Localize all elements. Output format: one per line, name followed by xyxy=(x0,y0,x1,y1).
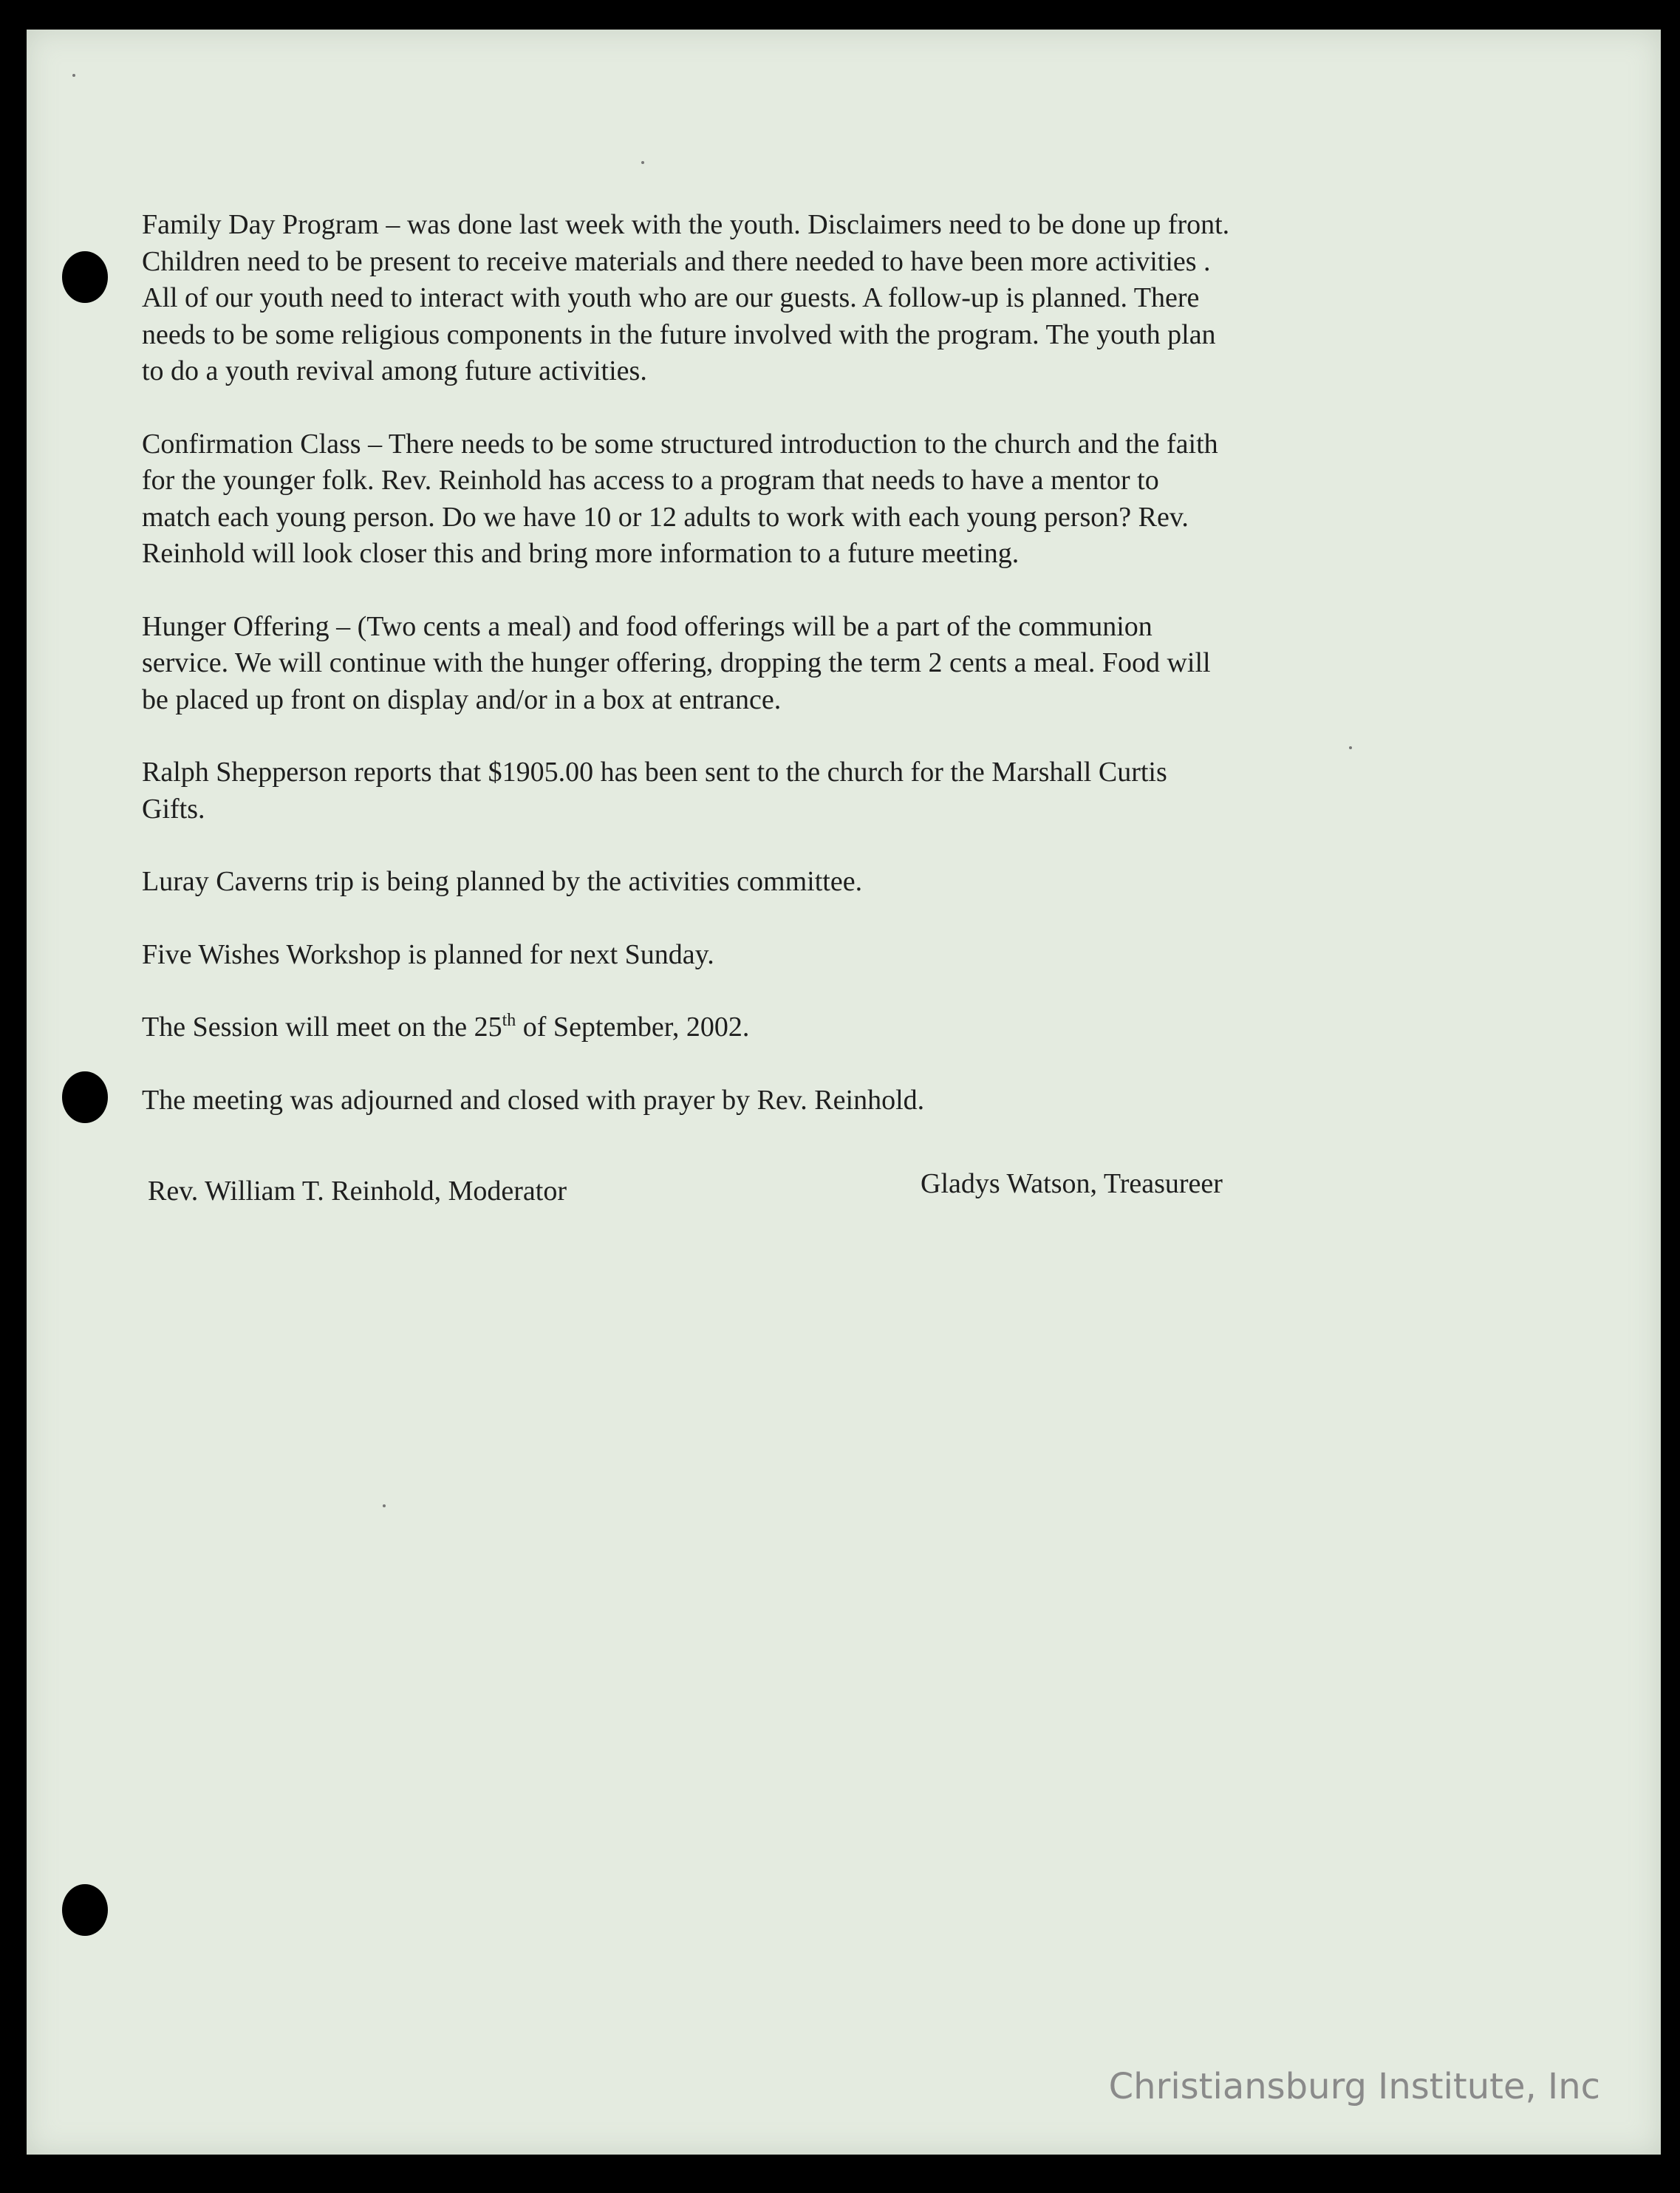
watermark-text: Christiansburg Institute, Inc xyxy=(1108,2066,1600,2107)
text-line: be placed up front on display and/or in a box at entrance. xyxy=(142,683,782,715)
punch-hole-middle xyxy=(62,1071,108,1123)
text-line: Luray Caverns trip is being planned by the activities committee. xyxy=(142,866,863,897)
signature-block xyxy=(142,1168,1457,1210)
paper-speck xyxy=(383,1504,386,1507)
text-line: service. We will continue with the hunger offering, dropping the term 2 cents a meal. Food will xyxy=(142,647,1211,678)
text-line: needs to be some religious components in the future involved with the program. The youth plan xyxy=(142,318,1216,350)
text-line: Five Wishes Workshop is planned for next Sunday. xyxy=(142,938,714,970)
session-meeting-paragraph xyxy=(142,1009,1457,1046)
minutes-body xyxy=(142,207,1457,1210)
text-line: Reinhold will look closer this and bring more information to a future meeting. xyxy=(142,538,1020,569)
text-line: Confirmation Class – There needs to be some structured introduction to the church and the faith xyxy=(142,428,1218,460)
closing-paragraph xyxy=(142,1082,1457,1119)
luray-caverns-paragraph xyxy=(142,864,1457,901)
session-text-before: The Session will meet on the 25 xyxy=(142,1012,502,1043)
text-line: to do a youth revival among future activities. xyxy=(142,355,647,386)
text-line: Ralph Shepperson reports that $1905.00 has been sent to the church for the Marshall Curtis xyxy=(142,757,1167,788)
confirmation-class-paragraph xyxy=(142,426,1457,573)
text-line: match each young person. Do we have 10 or 12 adults to work with each young person? Rev. xyxy=(142,501,1189,533)
moderator-signature: Rev. William T. Reinhold, Moderator xyxy=(148,1176,567,1207)
gifts-report-paragraph xyxy=(142,754,1457,828)
punch-hole-bottom xyxy=(62,1884,108,1936)
paper-speck xyxy=(641,161,644,164)
text-line: Gifts. xyxy=(142,793,205,825)
text-line: All of our youth need to interact with youth who are our guests. A follow-up is planned. There xyxy=(142,282,1200,313)
five-wishes-paragraph xyxy=(142,937,1457,974)
hunger-offering-paragraph xyxy=(142,609,1457,719)
treasurer-signature: Gladys Watson, Treasureer xyxy=(921,1168,1223,1199)
paper-speck xyxy=(72,74,75,77)
text-line: for the younger folk. Rev. Reinhold has access to a program that needs to have a mentor to xyxy=(142,465,1159,496)
punch-hole-top xyxy=(62,251,108,303)
family-day-paragraph xyxy=(142,207,1457,390)
text-line xyxy=(142,1009,1457,1046)
ordinal-suffix: th xyxy=(502,1011,516,1030)
text-line: Hunger Offering – (Two cents a meal) and food offerings will be a part of the communion xyxy=(142,610,1153,642)
session-text-after: of September, 2002. xyxy=(516,1012,750,1043)
text-line: Children need to be present to receive materials and there needed to have been more activities . xyxy=(142,245,1211,277)
text-line: Family Day Program – was done last week with the youth. Disclaimers need to be done up front. xyxy=(142,209,1230,240)
text-line: The meeting was adjourned and closed with prayer by Rev. Reinhold. xyxy=(142,1084,925,1116)
